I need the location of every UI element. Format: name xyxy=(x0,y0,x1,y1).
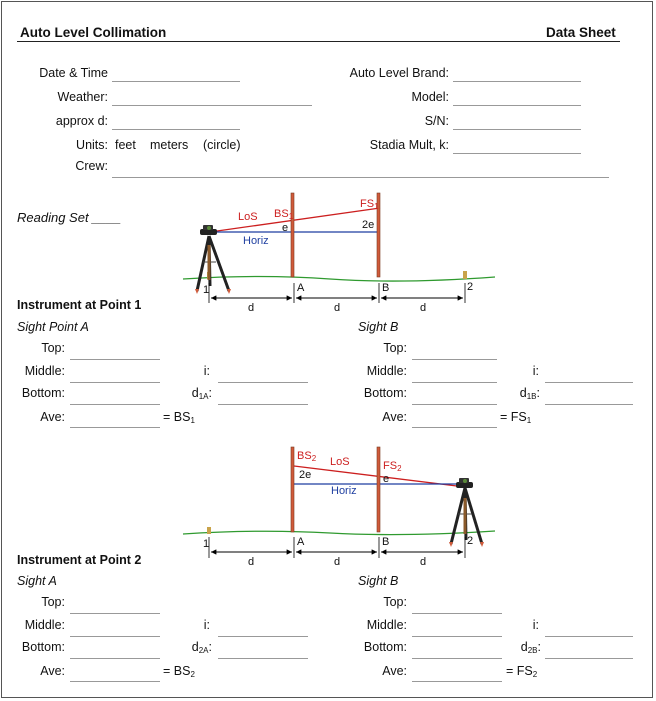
s2-bottom-label: Bottom: xyxy=(21,640,65,654)
weather-label: Weather: xyxy=(57,90,108,104)
s1-bottom-label: Bottom: xyxy=(21,386,65,400)
s1-b-middle-field[interactable] xyxy=(412,382,497,383)
s1-i-left-label: i: xyxy=(203,364,210,378)
section-1-left-subtitle: Sight Point A xyxy=(17,320,89,334)
rod-b xyxy=(377,447,380,532)
sn-label: S/N: xyxy=(424,114,449,128)
s1-a-i-field[interactable] xyxy=(218,382,308,383)
d2-2e-label: 2e xyxy=(299,469,312,481)
d1-d-label-3: d xyxy=(420,302,427,314)
d1-point-1: 1 xyxy=(203,284,210,296)
s1-i-right-label: i: xyxy=(532,364,539,378)
tripod-at-point-1 xyxy=(195,225,231,294)
s2-b-middle-label: Middle: xyxy=(366,618,407,632)
s1-b-ave-label: Ave: xyxy=(382,410,407,424)
stake-2 xyxy=(463,271,467,279)
s2-d-left-label: $d_{2A}$: xyxy=(191,640,212,655)
s1-d-right-label: $d_{1B}$: xyxy=(519,386,540,401)
s2-ave-label: Ave: xyxy=(40,664,65,678)
d1-e-label: e xyxy=(282,222,289,234)
s1-fs-result: = $FS_1$ xyxy=(500,410,532,425)
s2-a-ave-field[interactable] xyxy=(70,681,160,682)
d1-fs-label: $FS_1$ xyxy=(360,198,379,211)
d2-d-label-1: d xyxy=(248,556,255,568)
d2-e-label: e xyxy=(383,473,390,485)
s2-b-ave-field[interactable] xyxy=(412,681,502,682)
units-label: Units: xyxy=(76,138,108,152)
d1-bs-label: $BS_1$ xyxy=(274,208,294,221)
stake-1 xyxy=(207,527,211,534)
s2-b-i-field[interactable] xyxy=(545,636,633,637)
s1-b-bottom-label: Bottom: xyxy=(363,386,407,400)
s2-a-middle-field[interactable] xyxy=(70,636,160,637)
s1-b-ave-field[interactable] xyxy=(412,427,497,428)
s1-top-label: Top: xyxy=(41,341,65,355)
d1-los-label: LoS xyxy=(238,211,258,223)
s2-a-i-field[interactable] xyxy=(218,636,308,637)
s1-b-bottom-field[interactable] xyxy=(412,404,497,405)
s2-b-top-label: Top: xyxy=(383,595,407,609)
s1-middle-label: Middle: xyxy=(24,364,65,378)
s2-a-top-field[interactable] xyxy=(70,613,160,614)
s2-b-d-field[interactable] xyxy=(545,658,633,659)
reading-set-label: Reading Set ____ xyxy=(17,210,122,225)
s2-b-ave-label: Ave: xyxy=(382,664,407,678)
d2-bs-label: $BS_2$ xyxy=(297,450,317,463)
d2-point-a: A xyxy=(297,536,305,548)
s1-a-top-field[interactable] xyxy=(70,359,160,360)
d1-point-a: A xyxy=(297,282,305,294)
d1-point-2: 2 xyxy=(467,281,474,293)
s1-a-bottom-field[interactable] xyxy=(70,404,160,405)
s2-middle-label: Middle: xyxy=(24,618,65,632)
d1-d-label-1: d xyxy=(248,302,255,314)
ground-line xyxy=(183,277,495,282)
d2-point-1: 1 xyxy=(203,538,210,550)
section-2-left-subtitle: Sight A xyxy=(17,574,57,588)
section-1-title: Instrument at Point 1 xyxy=(17,298,142,312)
d2-d-label-2: d xyxy=(334,556,341,568)
section-1-right-subtitle: Sight B xyxy=(358,320,399,334)
d2-los-label: LoS xyxy=(330,456,350,468)
s2-b-bottom-field[interactable] xyxy=(412,658,502,659)
approx-d-label: approx d: xyxy=(55,114,108,128)
ground-line xyxy=(183,531,495,535)
stadia-label: Stadia Mult, k: xyxy=(369,138,449,152)
s1-b-top-field[interactable] xyxy=(412,359,497,360)
s1-b-middle-label: Middle: xyxy=(366,364,407,378)
page-title: Auto Level Collimation xyxy=(20,25,167,40)
section-2-title: Instrument at Point 2 xyxy=(17,553,142,567)
s1-a-d-field[interactable] xyxy=(218,404,308,405)
d1-point-b: B xyxy=(382,282,390,294)
s2-a-bottom-field[interactable] xyxy=(70,658,160,659)
s1-a-middle-field[interactable] xyxy=(70,382,160,383)
date-time-label: Date & Time xyxy=(39,66,108,80)
s1-b-i-field[interactable] xyxy=(545,382,633,383)
los-line xyxy=(210,208,380,232)
s2-bs-result: = $BS_2$ xyxy=(163,664,195,679)
d2-d-label-3: d xyxy=(420,556,427,568)
s2-b-bottom-label: Bottom: xyxy=(363,640,407,654)
d2-fs-label: $FS_2$ xyxy=(383,460,402,473)
section-2-right-subtitle: Sight B xyxy=(358,574,399,588)
diagram-1 xyxy=(183,193,495,303)
s1-b-top-label: Top: xyxy=(383,341,407,355)
s1-b-d-field[interactable] xyxy=(545,404,633,405)
s1-bs-result: = $BS_1$ xyxy=(163,410,195,425)
units-meters-option[interactable]: meters xyxy=(150,138,189,152)
s2-b-middle-field[interactable] xyxy=(412,636,502,637)
s2-fs-result: = $FS_2$ xyxy=(506,664,538,679)
brand-label: Auto Level Brand: xyxy=(349,66,449,80)
s2-b-top-field[interactable] xyxy=(412,613,502,614)
units-circle-hint: (circle) xyxy=(203,138,241,152)
d1-2e-label: 2e xyxy=(362,219,375,231)
s2-top-label: Top: xyxy=(41,595,65,609)
s2-d-right-label: $d_{2B}$: xyxy=(520,640,541,655)
s2-i-left-label: i: xyxy=(203,618,210,632)
s1-ave-label: Ave: xyxy=(40,410,65,424)
s1-d-left-label: $d_{1A}$: xyxy=(191,386,212,401)
rod-a xyxy=(291,447,294,532)
d2-point-b: B xyxy=(382,536,390,548)
d2-point-2: 2 xyxy=(467,535,474,547)
rod-a xyxy=(291,193,294,277)
units-feet-option[interactable]: feet xyxy=(115,138,136,152)
s2-a-d-field[interactable] xyxy=(218,658,308,659)
d2-horiz-label: Horiz xyxy=(331,485,357,497)
s2-i-right-label: i: xyxy=(532,618,539,632)
page-subtitle: Data Sheet xyxy=(546,25,616,40)
s1-a-ave-field[interactable] xyxy=(70,427,160,428)
d1-d-label-2: d xyxy=(334,302,341,314)
d1-horiz-label: Horiz xyxy=(243,235,269,247)
model-label: Model: xyxy=(411,90,449,104)
crew-label: Crew: xyxy=(75,159,108,173)
